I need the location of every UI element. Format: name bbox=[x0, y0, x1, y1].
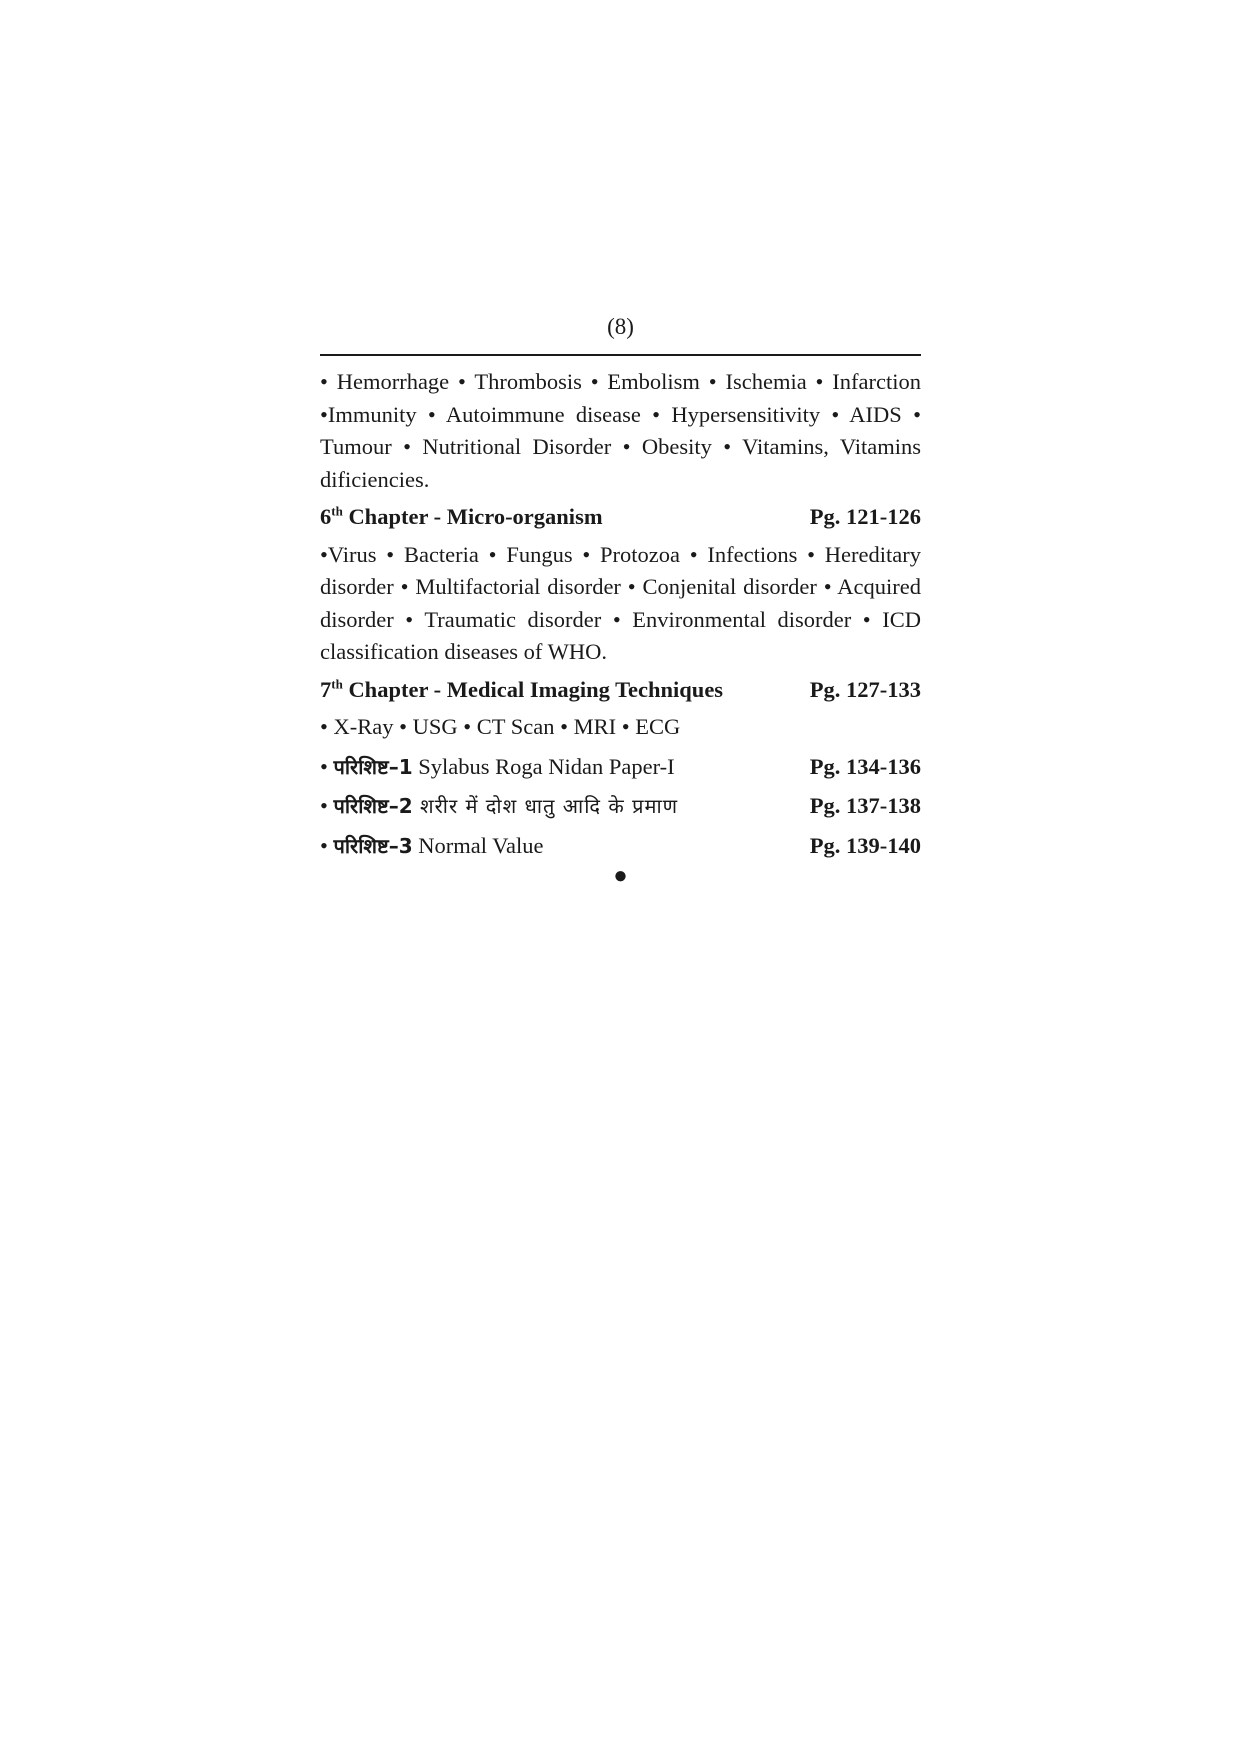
appendix-3-bullet: • bbox=[320, 832, 334, 858]
chapter-6-heading bbox=[320, 501, 921, 534]
appendix-1-entry bbox=[320, 751, 675, 784]
chapter-7-title bbox=[320, 674, 723, 707]
appendix-1-title: Sylabus Roga Nidan Paper-I bbox=[412, 753, 675, 779]
appendix-1-row bbox=[320, 751, 921, 784]
appendix-1-bullet: • bbox=[320, 753, 334, 779]
appendix-1-pages: Pg. 134-136 bbox=[809, 753, 921, 779]
appendix-2-row bbox=[320, 790, 921, 823]
appendix-3-entry bbox=[320, 830, 543, 863]
appendix-2-title: शरीर में दोश धातु आदि के प्रमाण bbox=[412, 794, 679, 818]
appendix-3-title: Normal Value bbox=[412, 832, 544, 858]
appendix-3-row bbox=[320, 830, 921, 863]
page-content bbox=[320, 312, 921, 888]
chapter-7-ordinal-suffix: th bbox=[331, 676, 343, 691]
appendix-1-label: परिशिष्ट–1 bbox=[333, 754, 413, 779]
chapter-7-pages: Pg. 127-133 bbox=[809, 676, 921, 702]
chapter-6-number: 6 bbox=[320, 504, 332, 529]
appendix-2-bullet: • bbox=[320, 793, 334, 818]
appendix-2-label: परिशिष्ट–2 bbox=[333, 794, 413, 818]
page-number: (8) bbox=[607, 314, 634, 339]
appendix-3-label: परिशिष्ट–3 bbox=[333, 833, 413, 858]
chapter-7-heading bbox=[320, 674, 921, 707]
chapter-6-title-text: Chapter - Micro-organism bbox=[342, 504, 603, 529]
chapter-7-number: 7 bbox=[320, 676, 332, 702]
appendix-3-pages: Pg. 139-140 bbox=[809, 832, 921, 858]
chapter-6-pages: Pg. 121-126 bbox=[809, 504, 921, 529]
appendix-2-pages: Pg. 137-138 bbox=[809, 793, 921, 818]
chapter-6-topics: •Virus • Bacteria • Fungus • Protozoa • Infections • Hereditary disorder • Multifactorial disorder • Conjenital disorder • Acquired disorder • Traumatic disorder • Environmental disorder • ICD classification diseases of WHO. bbox=[320, 541, 921, 664]
header-rule bbox=[320, 354, 921, 356]
appendix-2-entry bbox=[320, 790, 678, 823]
chapter-6-ordinal-suffix: th bbox=[331, 503, 343, 519]
chapter-6-title bbox=[320, 501, 603, 534]
end-bullet-mark: ● bbox=[613, 863, 628, 889]
intro-topics-paragraph: • Hemorrhage • Thrombosis • Embolism • Ischemia • Infarction •Immunity • Autoimmune disease • Hypersensitivity • AIDS • Tumour • Nutritional Disorder • Obesity • Vitamins, Vitamins dificiencies. bbox=[320, 369, 921, 492]
chapter-7-topics: • X-Ray • USG • CT Scan • MRI • ECG bbox=[320, 714, 681, 739]
chapter-7-title-text: Chapter - Medical Imaging Techniques bbox=[342, 676, 724, 702]
